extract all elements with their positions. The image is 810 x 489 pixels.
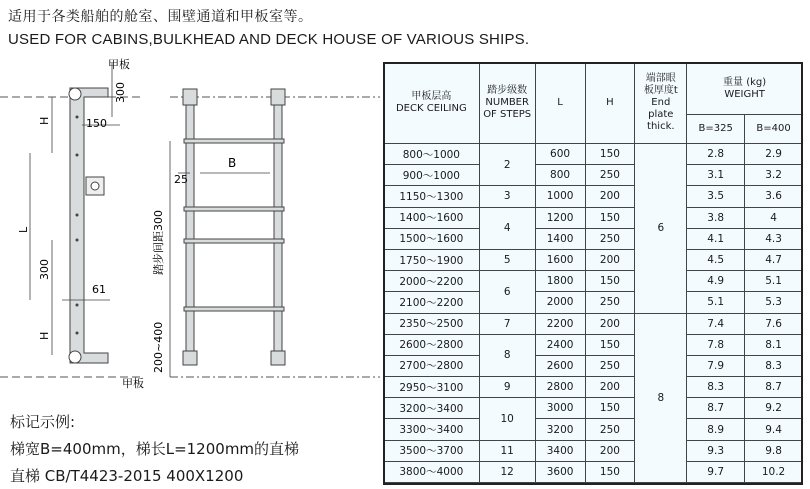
th-h: H: [585, 63, 635, 144]
dim-l: L: [17, 226, 30, 233]
table-row: 1750～1900 5 1600 200 4.5 4.7: [384, 249, 803, 270]
table-row: 800～1000 2 600 150 6 2.8 2.9: [384, 144, 803, 165]
table-row: 900～1000 800 250 3.1 3.2: [384, 165, 803, 186]
dim-200-400: 200~400: [152, 321, 165, 373]
table-row: 2100～2200 2000 250 5.1 5.3: [384, 292, 803, 313]
spec-table: [383, 62, 803, 483]
header-row-1: [384, 63, 803, 115]
note-code: 直梯 CB/T4423-2015 400X1200: [10, 467, 244, 485]
spec-table-body: [384, 144, 803, 483]
dim-h-bottom: H: [38, 331, 51, 340]
table-row: 2000～2200 6 1800 150 4.9 5.1: [384, 271, 803, 292]
th-b325: B=325: [687, 115, 745, 144]
table-row: 1150～1300 3 1000 200 3.5 3.6: [384, 186, 803, 207]
ladder-drawing: [0, 55, 380, 400]
dim-300-mid: 300: [38, 259, 51, 280]
deck-label-top: 甲板: [108, 58, 130, 71]
dim-150: 150: [86, 117, 107, 130]
dim-step-spacing: 踏步间距300: [152, 210, 165, 275]
note-example: 梯宽B=400mm，梯长L=1200mm的直梯: [10, 440, 300, 458]
table-row: 2350～2500 7 2200 200 8 7.4 7.6: [384, 313, 803, 334]
table-row: 3500～3700 11 3400 200 9.3 9.8: [384, 440, 803, 461]
th-end-plate: 端部眼 板厚度t End plate thick.: [635, 63, 687, 144]
table-row: 1400～1600 4 1200 150 3.8 4: [384, 207, 803, 228]
dim-b: B: [228, 156, 237, 170]
th-l: L: [535, 63, 585, 144]
table-row: 1500～1600 1400 250 4.1 4.3: [384, 228, 803, 249]
table-row: 2600～2800 8 2400 150 7.8 8.1: [384, 334, 803, 355]
table-row: 3800～4000 12 3600 150 9.7 10.2: [384, 461, 803, 482]
dim-h-top: H: [38, 116, 51, 125]
th-deck-ceiling: 甲板层高 DECK CEILING: [384, 63, 480, 144]
dim-300-top: 300: [114, 82, 127, 103]
dim-61: 61: [92, 283, 106, 296]
table-row: 3200～3400 10 3000 150 8.7 9.2: [384, 398, 803, 419]
header-en: USED FOR CABINS,BULKHEAD AND DECK HOUSE OF VARIOUS SHIPS.: [8, 31, 530, 48]
note-title: 标记示例:: [10, 413, 76, 431]
th-b400: B=400: [745, 115, 803, 144]
th-weight: 重量 (kg) WEIGHT: [687, 63, 803, 115]
th-steps: 踏步级数 NUMBER OF STEPS: [479, 63, 535, 144]
table-row: 2700～2800 2600 250 7.9 8.3: [384, 355, 803, 376]
header-cn: 适用于各类船舶的舱室、围壁通道和甲板室等。: [8, 9, 313, 25]
table-row: 2950～3100 9 2800 200 8.3 8.7: [384, 377, 803, 398]
table-row: 3300～3400 3200 250 8.9 9.4: [384, 419, 803, 440]
deck-label-bottom: 甲板: [122, 377, 144, 390]
dim-25: 25: [174, 173, 188, 186]
